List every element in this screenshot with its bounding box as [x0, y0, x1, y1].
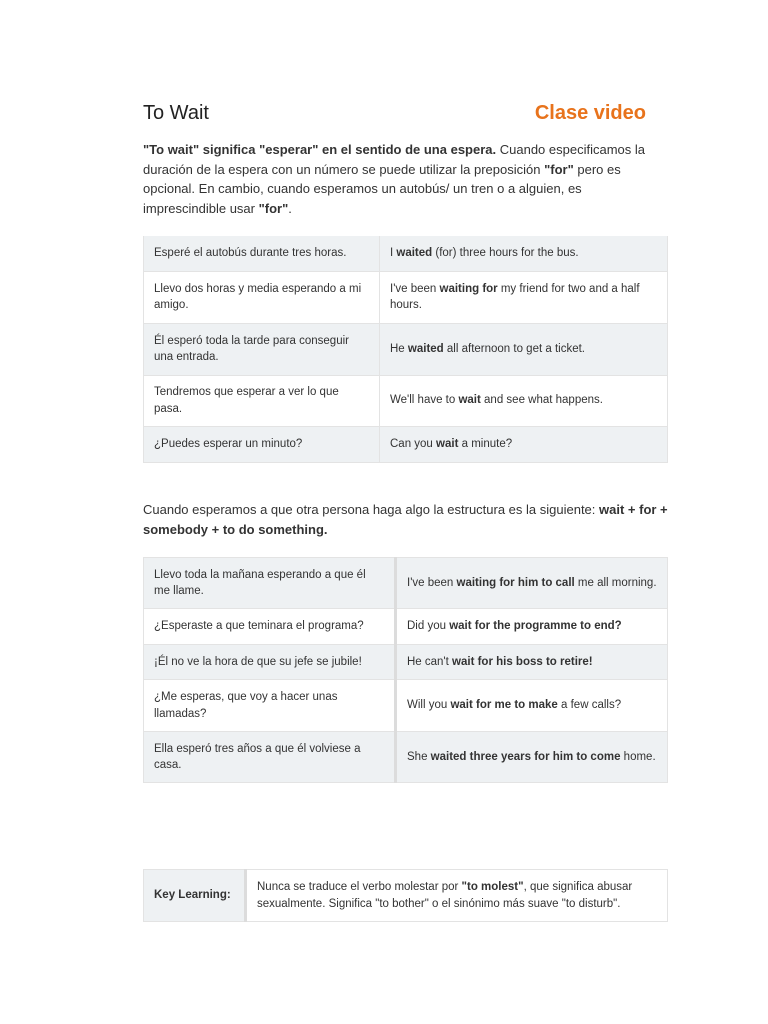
- english-text-segment: Will you: [407, 699, 451, 712]
- english-text-segment: I: [390, 247, 397, 259]
- video-class-link[interactable]: Clase video: [534, 102, 646, 124]
- intro-text-b: pero es opcional. En cambio, cuando esperamos un autobús/ un tren o a alguien, es imprescindible usar: [143, 161, 621, 216]
- table-row: [144, 609, 668, 645]
- english-cell: [380, 375, 668, 426]
- table-row: [144, 236, 668, 271]
- table-row: [144, 870, 668, 922]
- english-cell: [396, 680, 668, 732]
- english-bold-segment: waited three years for him to come: [430, 750, 621, 763]
- english-text-segment: We'll have to: [390, 394, 459, 407]
- english-text-segment: a minute?: [458, 437, 513, 450]
- key-learning-bold: "to molest": [461, 881, 524, 893]
- english-bold-segment: waiting for: [439, 282, 498, 295]
- english-cell: [396, 732, 668, 783]
- english-text-segment: He: [390, 342, 408, 355]
- english-cell: [380, 323, 668, 375]
- english-bold-segment: wait: [458, 394, 481, 407]
- structure-text: Cuando esperamos a que otra persona haga algo la estructura es la siguiente:: [143, 502, 600, 517]
- examples-table-1: [143, 236, 668, 463]
- english-text-segment: home.: [620, 750, 656, 763]
- table-row: [144, 645, 668, 680]
- english-bold-segment: waiting for him to call: [456, 576, 575, 589]
- intro-paragraph: [143, 140, 668, 218]
- key-learning-text-a: Nunca se traduce el verbo molestar por: [257, 881, 462, 893]
- english-text-segment: and see what happens.: [480, 394, 603, 407]
- english-cell: [380, 426, 668, 462]
- table-row: [144, 558, 668, 609]
- intro-end: .: [288, 200, 292, 216]
- english-text-segment: me all morning.: [574, 576, 657, 589]
- english-text-segment: my friend for two and a half hours.: [390, 282, 640, 311]
- table-row: [144, 732, 668, 783]
- english-cell: [396, 558, 668, 609]
- english-cell: [396, 609, 668, 645]
- spanish-cell: Llevo dos horas y media esperando a mi amigo.: [144, 271, 380, 323]
- spanish-cell: Llevo toda la mañana esperando a que él me llame.: [144, 558, 396, 609]
- intro-for-1: "for": [544, 161, 574, 177]
- spanish-cell: ¿Puedes esperar un minuto?: [144, 426, 380, 462]
- spanish-cell: ¿Me esperas, que voy a hacer unas llamadas?: [144, 680, 396, 732]
- spanish-cell: Ella esperó tres años a que él volviese a casa.: [144, 732, 396, 783]
- page-title: To Wait: [143, 102, 209, 124]
- english-cell: [380, 236, 668, 271]
- english-bold-segment: wait for his boss to retire!: [452, 655, 593, 668]
- header: [143, 102, 668, 128]
- english-text-segment: She: [407, 750, 431, 763]
- english-cell: [396, 645, 668, 680]
- english-text-segment: I've been: [407, 576, 457, 589]
- table-row: [144, 271, 668, 323]
- english-bold-segment: wait for me to make: [450, 699, 558, 712]
- key-learning-text-b: , que significa abusar sexualmente. Significa "to bother" o el sinónimo más suave "to disturb".: [257, 881, 633, 910]
- english-bold-segment: wait for the programme to end?: [449, 620, 622, 633]
- english-text-segment: He can't: [407, 655, 453, 668]
- english-bold-segment: wait: [436, 437, 459, 450]
- english-text-segment: (for) three hours for the bus.: [432, 247, 579, 259]
- english-text-segment: I've been: [390, 282, 440, 295]
- intro-text-a: Cuando especificamos la duración de la espera con un número se puede utilizar la preposición: [143, 142, 645, 177]
- english-cell: [380, 271, 668, 323]
- structure-paragraph: [143, 500, 668, 540]
- spanish-cell: Tendremos que esperar a ver lo que pasa.: [144, 375, 380, 426]
- table-row: [144, 680, 668, 732]
- spanish-cell: Él esperó toda la tarde para conseguir una entrada.: [144, 323, 380, 375]
- structure-formula: wait + for + somebody + to do something.: [143, 502, 668, 537]
- intro-bold: "To wait" significa "esperar" en el sentido de una espera.: [143, 142, 497, 157]
- english-bold-segment: waited: [396, 247, 433, 259]
- key-learning-box: [143, 869, 668, 922]
- english-bold-segment: waited: [407, 342, 444, 355]
- english-text-segment: Did you: [407, 620, 450, 633]
- table-row: [144, 323, 668, 375]
- table-row: [144, 426, 668, 462]
- english-text-segment: a few calls?: [557, 699, 622, 712]
- english-text-segment: all afternoon to get a ticket.: [443, 342, 585, 355]
- key-learning-label: Key Learning:: [144, 870, 246, 922]
- key-learning-text: [246, 870, 668, 922]
- spanish-cell: ¡Él no ve la hora de que su jefe se jubile!: [144, 645, 396, 680]
- spanish-cell: Esperé el autobús durante tres horas.: [144, 236, 380, 271]
- intro-for-2: "for": [258, 200, 289, 216]
- examples-table-2: [143, 557, 668, 783]
- table-row: [144, 375, 668, 426]
- spanish-cell: ¿Esperaste a que teminara el programa?: [144, 609, 396, 645]
- english-text-segment: Can you: [390, 437, 437, 450]
